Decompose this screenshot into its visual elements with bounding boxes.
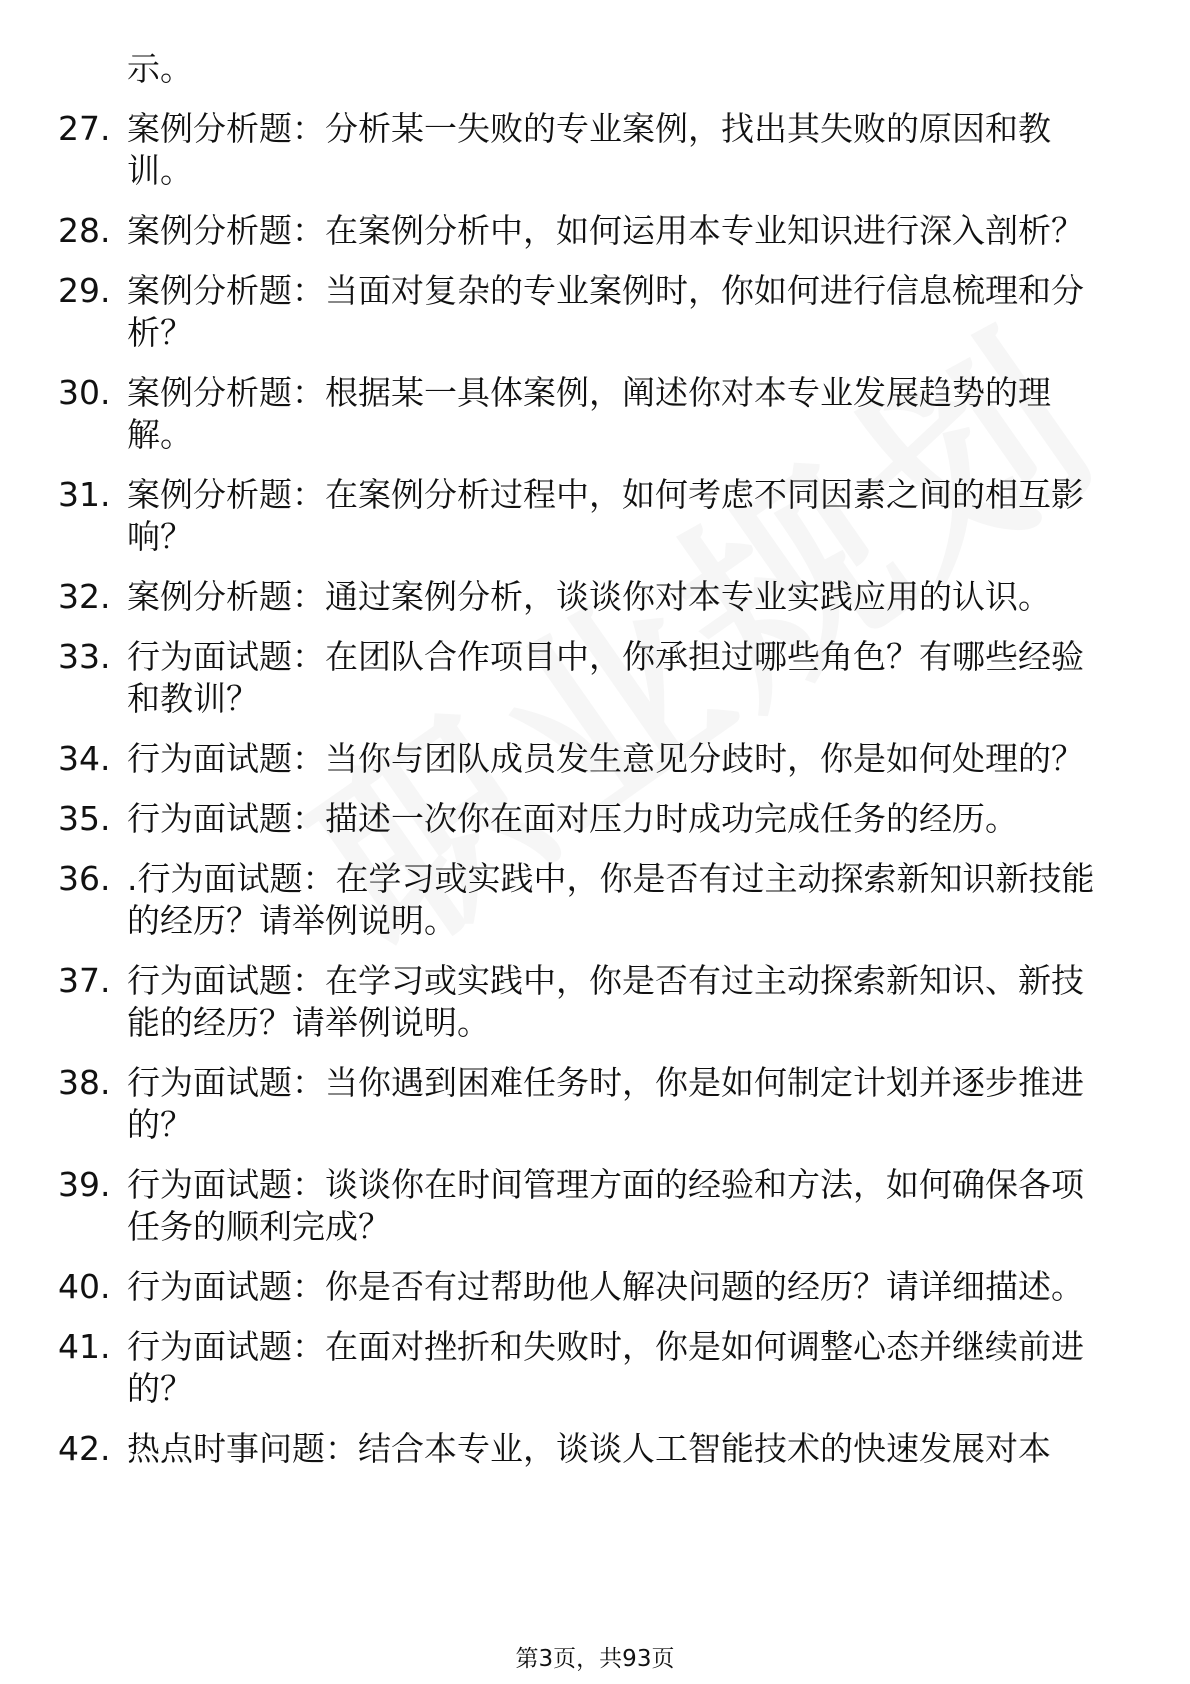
question-text: 案例分析题：根据某一具体案例，阐述你对本专业发展趋势的理解。 xyxy=(127,373,1051,454)
list-item xyxy=(0,636,1190,720)
question-number: 27. xyxy=(58,109,111,148)
question-list xyxy=(0,108,1190,1488)
question-number: 31. xyxy=(58,475,111,514)
question-text: 行为面试题：当你与团队成员发生意见分歧时，你是如何处理的？ xyxy=(127,739,1084,778)
list-item xyxy=(0,210,1190,252)
question-text: 行为面试题：谈谈你在时间管理方面的经验和方法，如何确保各项任务的顺利完成？ xyxy=(127,1165,1084,1246)
question-text: 案例分析题：当面对复杂的专业案例时，你如何进行信息梳理和分析？ xyxy=(127,271,1084,352)
question-text: 行为面试题：描述一次你在面对压力时成功完成任务的经历。 xyxy=(127,799,1018,838)
question-number: 42. xyxy=(58,1429,111,1468)
list-item xyxy=(0,270,1190,354)
list-item xyxy=(0,576,1190,618)
question-text: 行为面试题：在团队合作项目中，你承担过哪些角色？有哪些经验和教训？ xyxy=(127,637,1084,718)
continuation-text: 示。 xyxy=(127,49,193,88)
question-number: 34. xyxy=(58,739,111,778)
list-item xyxy=(0,1326,1190,1410)
question-number: 32. xyxy=(58,577,111,616)
question-text: 行为面试题：当你遇到困难任务时，你是如何制定计划并逐步推进的？ xyxy=(127,1063,1084,1144)
question-number: 41. xyxy=(58,1327,111,1366)
question-number: 28. xyxy=(58,211,111,250)
page-footer: 第3页，共93页 xyxy=(515,1646,675,1672)
question-number: 33. xyxy=(58,637,111,676)
question-text: 案例分析题：分析某一失败的专业案例，找出其失败的原因和教训。 xyxy=(127,109,1051,190)
question-number: 29. xyxy=(58,271,111,310)
question-number: 35. xyxy=(58,799,111,838)
question-text: 案例分析题：通过案例分析，谈谈你对本专业实践应用的认识。 xyxy=(127,577,1051,616)
question-text: 行为面试题：你是否有过帮助他人解决问题的经历？请详细描述。 xyxy=(127,1267,1084,1306)
question-text: .行为面试题：在学习或实践中，你是否有过主动探索新知识新技能的经历？请举例说明。 xyxy=(127,859,1095,940)
list-item xyxy=(0,1266,1190,1308)
question-number: 37. xyxy=(58,961,111,1000)
list-item xyxy=(0,372,1190,456)
list-item xyxy=(0,474,1190,558)
question-number: 38. xyxy=(58,1063,111,1102)
question-text: 案例分析题：在案例分析中，如何运用本专业知识进行深入剖析？ xyxy=(127,211,1084,250)
question-number: 30. xyxy=(58,373,111,412)
question-text: 行为面试题：在学习或实践中，你是否有过主动探索新知识、新技能的经历？请举例说明。 xyxy=(127,961,1084,1042)
question-text: 行为面试题：在面对挫折和失败时，你是如何调整心态并继续前进的？ xyxy=(127,1327,1084,1408)
list-item xyxy=(0,798,1190,840)
list-item xyxy=(0,738,1190,780)
question-number: 39. xyxy=(58,1165,111,1204)
list-item xyxy=(0,1164,1190,1248)
question-number: 40. xyxy=(58,1267,111,1306)
list-item xyxy=(0,858,1190,942)
list-item xyxy=(0,1062,1190,1146)
list-item xyxy=(0,108,1190,192)
question-text: 案例分析题：在案例分析过程中，如何考虑不同因素之间的相互影响？ xyxy=(127,475,1084,556)
list-item xyxy=(0,1428,1190,1470)
question-text: 热点时事问题：结合本专业，谈谈人工智能技术的快速发展对本 xyxy=(127,1429,1051,1468)
question-number: 36. xyxy=(58,859,111,898)
list-item xyxy=(0,960,1190,1044)
